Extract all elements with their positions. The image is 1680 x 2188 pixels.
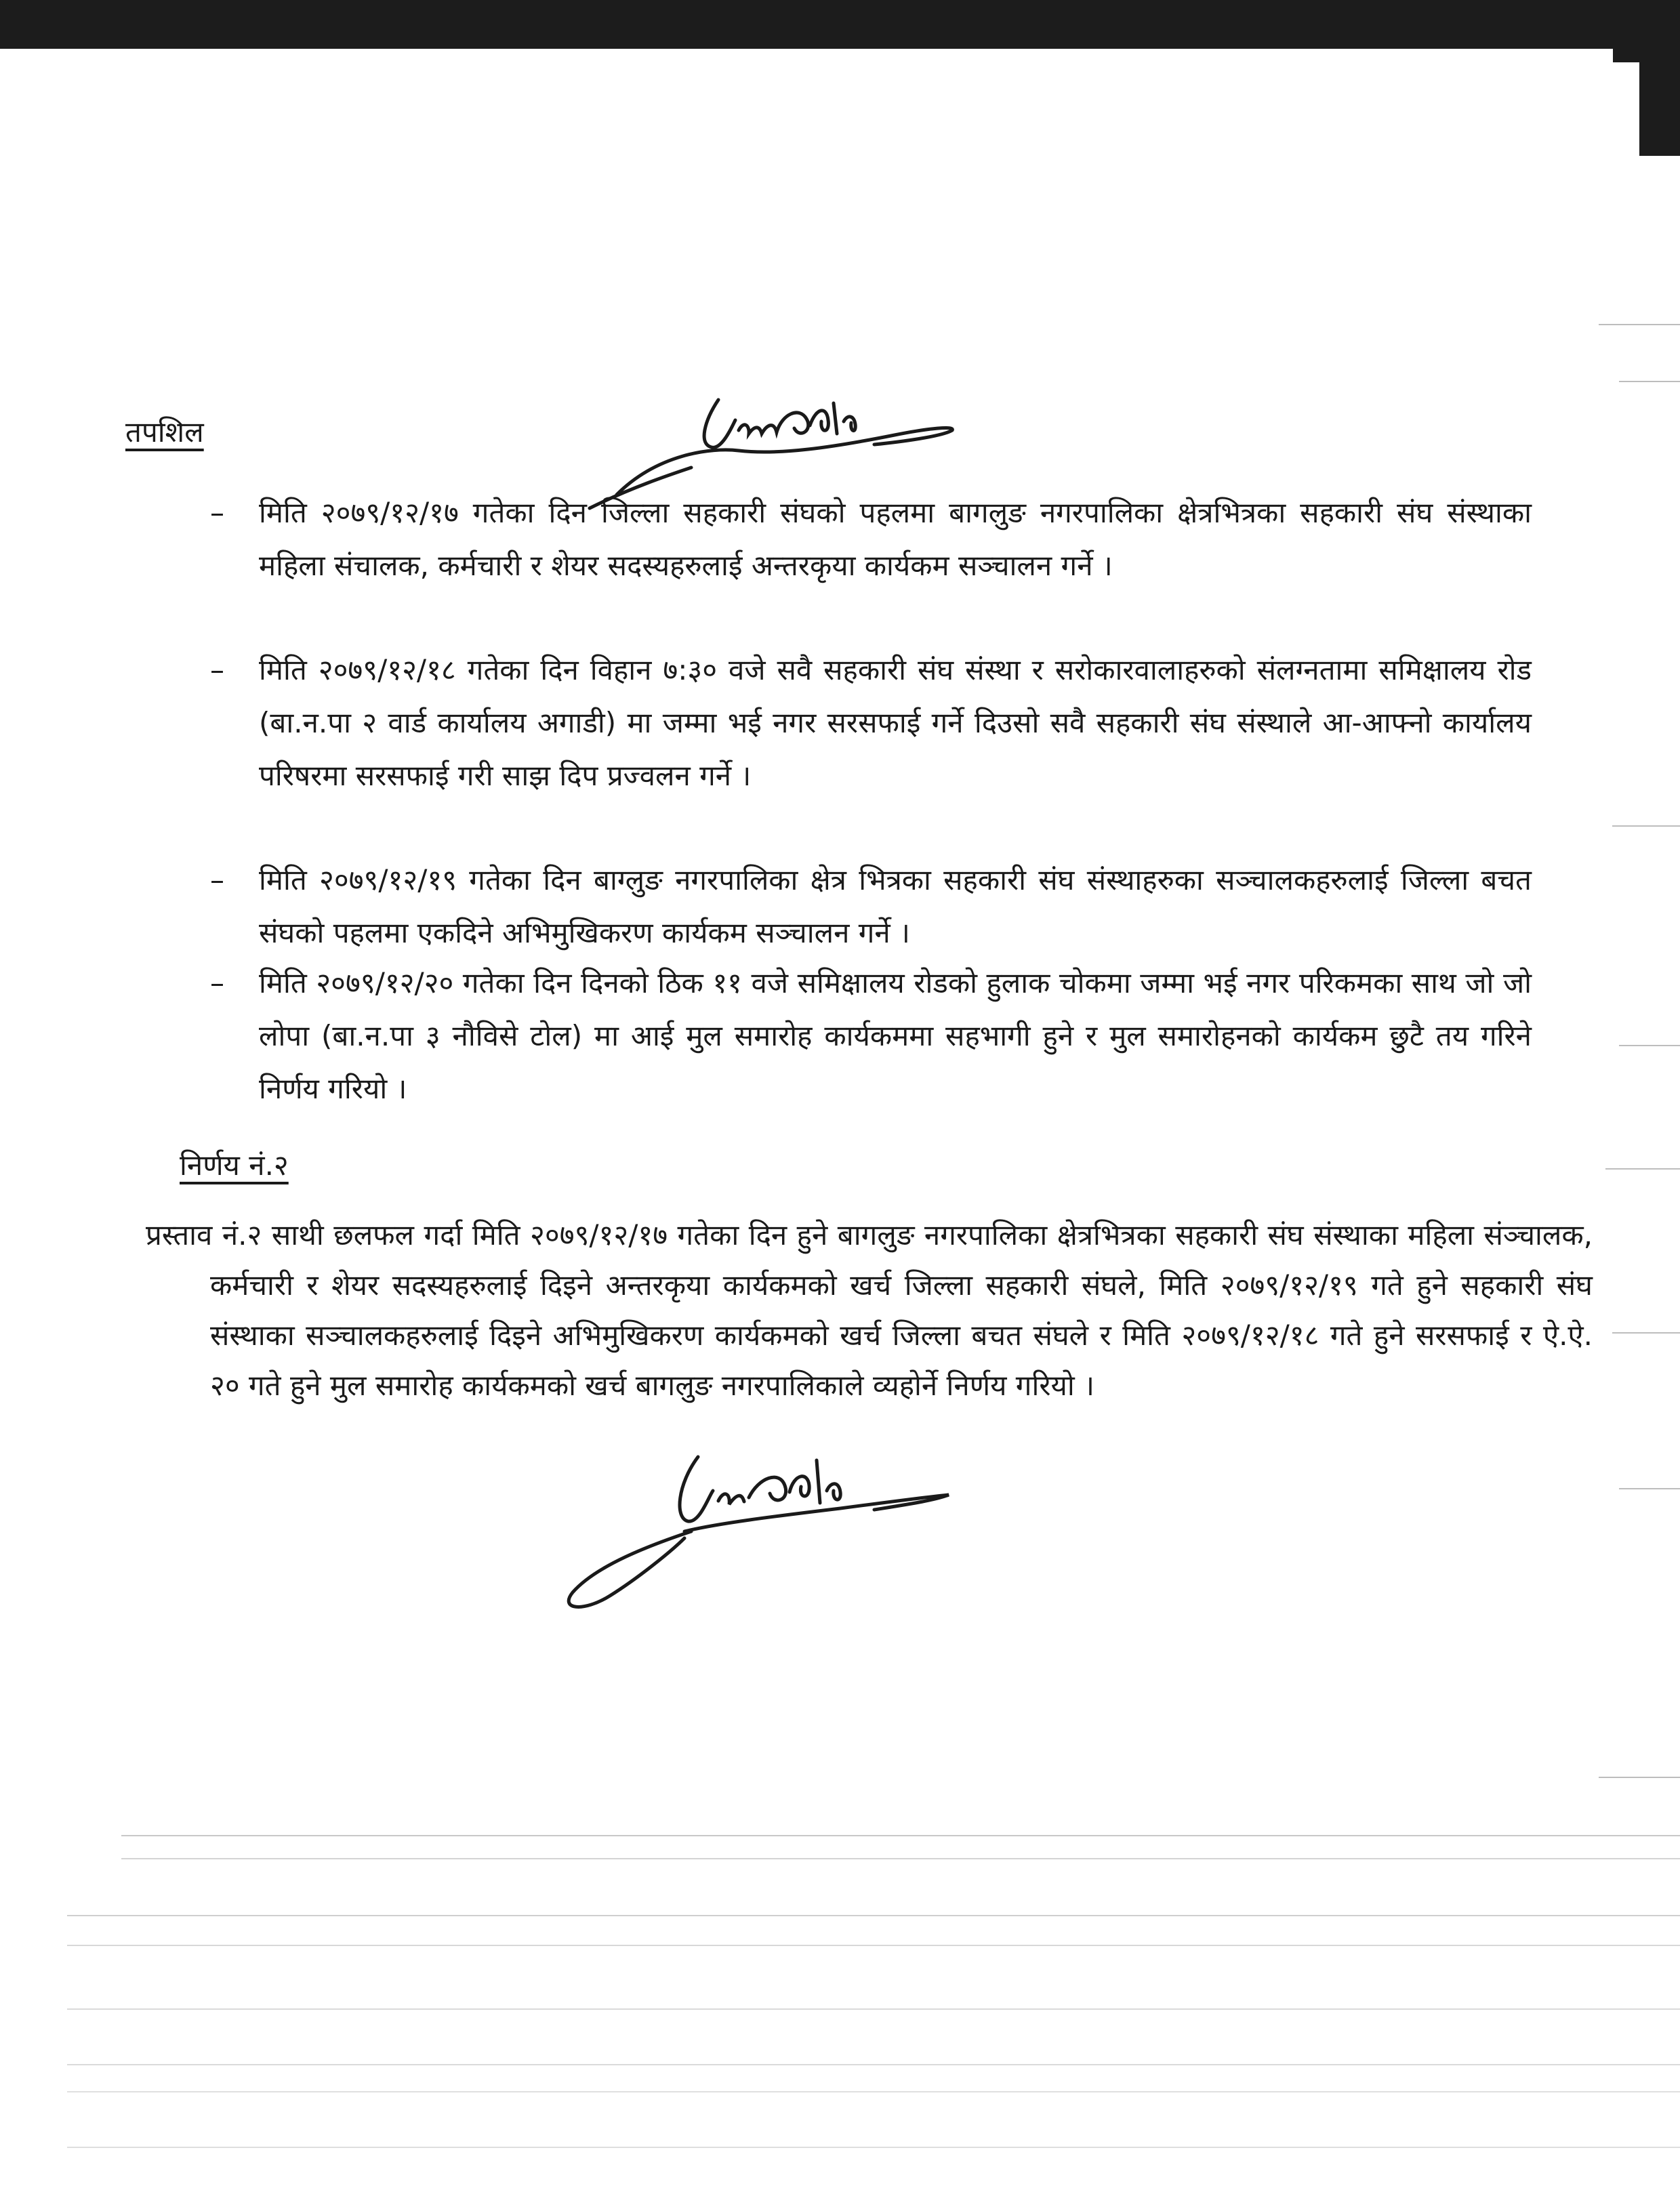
list-item (210, 644, 1532, 802)
scan-artifact-line (1605, 1168, 1680, 1170)
list-item (210, 854, 1532, 959)
decision-heading: निर्णय नं.२ (180, 1149, 289, 1182)
list-item (210, 487, 1532, 592)
scan-artifact-line (67, 2008, 1680, 2010)
list-item (210, 957, 1532, 1115)
scan-artifact-line (1612, 1332, 1680, 1334)
scan-artifact-line (121, 1835, 1680, 1836)
scan-artifact-line (67, 2091, 1680, 2092)
scan-artifact-line (1619, 381, 1680, 382)
bullet-dash: – (210, 863, 224, 896)
scan-artifact-line (1599, 324, 1680, 325)
bullet-dash: – (210, 496, 224, 529)
bullet-text: मिति २०७९/१२/२० गतेका दिन दिनको ठिक ११ वजे समिक्षालय रोडको हुलाक चोकमा जम्मा भई नगर परिकमका साथ जो जो लोपा (बा.न.पा ३ नौविसे टोल) मा आई मुल समारोह कार्यकममा सहभागी हुने र मुल समारोहनको कार्यकम छुटै तय गरिने निर्णय गरियो । (259, 966, 1532, 1105)
scan-artifact-line (1619, 1045, 1680, 1046)
bullet-text: मिति २०७९/१२/१८ गतेका दिन विहान ७:३० वजे सवै सहकारी संघ संस्था र सरोकारवालाहरुको संलग्नतामा समिक्षालय रोड (बा.न.पा २ वार्ड कार्यालय अगाडी) मा जम्मा भई नगर सरसफाई गर्ने दिउसो सवै सहकारी संघ संस्थाले आ-आफ्नो कार्यालय परिषरमा सरसफाई गरी साझ दिप प्रज्वलन गर्ने । (259, 653, 1532, 792)
scan-border-top (0, 0, 1680, 62)
bullet-text: मिति २०७९/१२/१९ गतेका दिन बाग्लुङ नगरपालिका क्षेत्र भित्रका सहकारी संघ संस्थाहरुका सञ्चालकहरुलाई जिल्ला बचत संघको पहलमा एकदिने अभिमुखिकरण कार्यकम सञ्चालन गर्ने । (259, 863, 1532, 949)
scan-artifact-line (121, 1858, 1680, 1859)
scan-artifact-line (67, 1945, 1680, 1946)
decision-paragraph: प्रस्ताव नं.२ साथी छलफल गर्दा मिति २०७९/१२/१७ गतेका दिन हुने बागलुङ नगरपालिका क्षेत्रभित्रका सहकारी संघ संस्थाका महिला संञ्चालक, कर्मचारी र शेयर सदस्यहरुलाई दिइने अन्तरकृया कार्यकमको खर्च जिल्ला सहकारी संघले, मिति २०७९/१२/१९ गते हुने सहकारी संघ संस्थाका सञ्चालकहरुलाई दिइने अभिमुखिकरण कार्यकमको खर्च जिल्ला बचत संघले र मिति २०७९/१२/१८ गते हुने सरसफाई र ऐ.ऐ. २० गते हुने मुल समारोह कार्यकमको खर्च बागलुङ नगरपालिकाले व्यहोर्ने निर्णय गरियो । (146, 1218, 1593, 1402)
signature-bottom (556, 1443, 962, 1619)
bullet-dash: – (210, 966, 224, 999)
bullet-text: मिति २०७९/१२/१७ गतेका दिन जिल्ला सहकारी संघको पहलमा बागलुङ नगरपालिका क्षेत्रभित्रका सहकारी संघ संस्थाका महिला संचालक, कर्मचारी र शेयर सदस्यहरुलाई अन्तरकृया कार्यकम सञ्चालन गर्ने । (259, 496, 1532, 582)
scan-artifact-line (1599, 1777, 1680, 1778)
scan-artifact-line (67, 2064, 1680, 2065)
scan-border-right (1639, 0, 1680, 156)
scan-artifact-line (1612, 825, 1680, 827)
bullet-dash: – (210, 653, 224, 686)
scan-artifact-line (67, 2147, 1680, 2148)
heading-details: तपशिल (125, 415, 204, 449)
scan-artifact-line (67, 1915, 1680, 1916)
scan-artifact-line (1619, 1488, 1680, 1489)
